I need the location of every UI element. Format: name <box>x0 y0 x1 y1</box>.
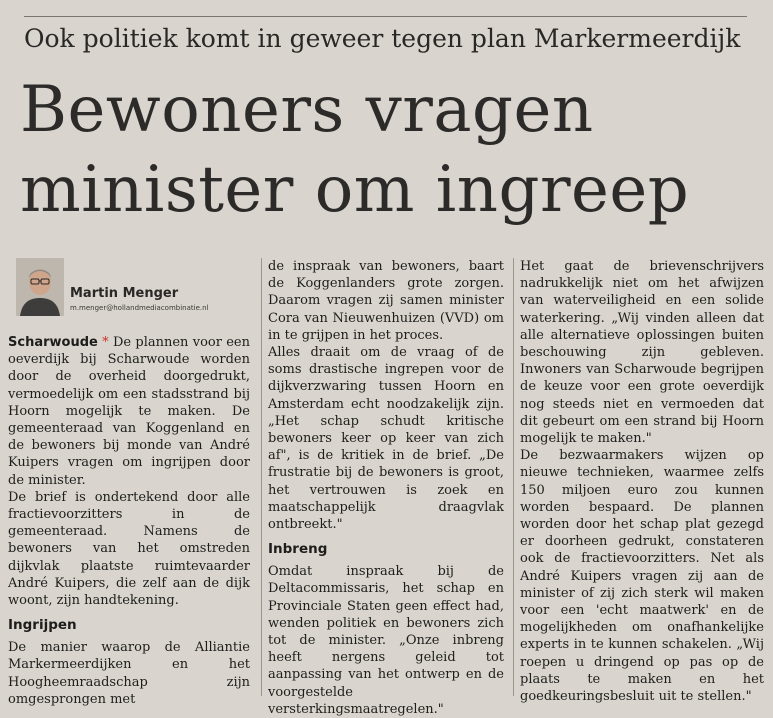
paragraph: De manier waarop de Alliantie Markermeerdijken en het Hoogheemraadschap zijn omgesprongen met <box>8 640 250 707</box>
paragraph-text: De plannen voor een oeverdijk bij Scharwoude worden door de overheid doorgedrukt, vermoedelijk om een stadsstrand bij Hoorn mogelijk te maken. De gemeenteraad van Koggenland en de bewoners bij monde van André Kuipers vragen om ingrijpen door de minister. <box>8 335 250 488</box>
paragraph: Het gaat de brievenschrijvers nadrukkelijk niet om het afwijzen van waterveiligheid en een solide waterkering. „Wij vinden alleen dat alle alternatieve oplossingen buiten beschouwing zijn gebleven. Inwoners van Scharwoude begrijpen de keuze voor een grote oeverdijk nog steeds niet en vermoeden dat dit gebeurt om een strand bij Hoorn mogelijk te maken." <box>520 259 764 447</box>
paragraph: De bezwaarmakers wijzen op nieuwe technieken, waarmee zelfs 150 miljoen euro zou kunnen worden bespaard. De plannen worden door het schap plat gezegd er doorheen gedrukt, constateren ook de fractievoorzitters. Net als André Kuipers vragen zij aan de minister of zij zich sterk wil maken voor een 'echt maatwerk' en de mogelijkheden om onafhankelijke experts in te kunnen schakelen. „Wij roepen u dringend op pas op de plaats te maken en het goedkeuringsbesluit uit te stellen." <box>520 448 764 705</box>
kicker: Ook politiek komt in geweer tegen plan Markermeerdijk <box>24 24 741 53</box>
article-column-2 <box>268 258 504 718</box>
article-column-1 <box>8 334 250 708</box>
top-rule <box>24 16 747 17</box>
headline-line-1: Bewoners vragen <box>20 73 594 147</box>
dateline: Scharwoude <box>8 335 98 350</box>
article-column-3 <box>520 258 764 705</box>
paragraph: Omdat inspraak bij de Deltacommissaris, het schap en Provinciale Staten geen effect had, wenden politiek en bewoners zich tot de minister. „Onze inbreng heeft nergens geleid tot aanpassing van het ontwerp en de voorgestelde versterkingsmaatregelen." <box>268 564 504 717</box>
column-divider <box>261 258 262 696</box>
headline-line-2: minister om ingreep <box>20 153 690 227</box>
author-email: m.menger@hollandmediacombinatie.nl <box>70 304 209 312</box>
paragraph: de inspraak van bewoners, baart de Koggenlanders grote zorgen. Daarom vragen zij samen minister Cora van Nieuwenhuizen (VVD) om in te grijpen in het proces. <box>268 259 504 343</box>
subhead: Inbreng <box>268 541 328 558</box>
paragraph <box>8 334 250 489</box>
paragraph: Alles draait om de vraag of de soms drastische ingrepen voor de dijkverzwaring tussen Hoorn en Amsterdam echt noodzakelijk zijn. „Het schap schudt kritische bewoners keer op keer van zich af", is de kritiek in de brief. „De frustratie bij de bewoners is groot, het vertrouwen is zoek en maatschappelijk draagvlak ontbreekt." <box>268 345 504 533</box>
headline <box>20 70 765 230</box>
author-name: Martin Menger <box>70 286 179 301</box>
subhead: Ingrijpen <box>8 617 77 634</box>
column-divider <box>513 258 514 696</box>
star-icon: * <box>102 335 109 350</box>
author-photo <box>16 258 64 316</box>
paragraph: De brief is ondertekend door alle fractievoorzitters in de gemeenteraad. Namens de bewoners van het omstreden dijkvlak plaatste ruimtevaarder André Kuipers, die zelf aan de dijk woont, zijn handtekening. <box>8 489 250 609</box>
